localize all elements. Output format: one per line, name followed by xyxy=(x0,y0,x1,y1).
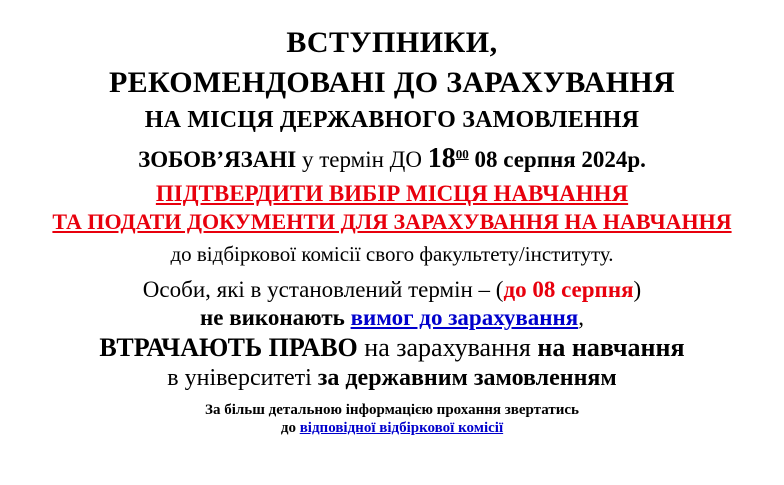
footer-line-2-prefix: до xyxy=(280,420,296,436)
heading-line-1: ВСТУПНИКИ, xyxy=(286,26,498,59)
warning-line-3 xyxy=(12,333,772,363)
deadline-middle: у термін ДО xyxy=(301,147,422,172)
requirements-link[interactable]: вимог до зарахування xyxy=(350,305,579,330)
warning-line-4 xyxy=(12,365,772,392)
state-order-emphasis: за державним замовленням xyxy=(317,365,617,391)
deadline-date: 08 серпня 2024р. xyxy=(474,147,646,172)
warning-line-4-prefix: в університеті xyxy=(167,365,312,391)
heading-line-2: РЕКОМЕНДОВАНІ ДО ЗАРАХУВАННЯ xyxy=(109,66,675,99)
warning-line-1-text: Особи, які в установлений термін – ( xyxy=(142,277,504,302)
warning-line-2-comma: , xyxy=(578,305,584,330)
warning-line-3-end: на навчання xyxy=(537,333,685,362)
deadline-line xyxy=(12,143,772,175)
footer-line-1: За більш детальною інформацією прохання звертатись xyxy=(205,402,579,418)
lose-right-emphasis: ВТРАЧАЮТЬ ПРАВО xyxy=(99,333,358,362)
heading-line-3: НА МІСЦЯ ДЕРЖАВНОГО ЗАМОВЛЕННЯ xyxy=(144,107,640,133)
warning-line-3-mid: на зарахування xyxy=(364,333,531,362)
submission-place-line: до відбіркової комісії свого факультету/інституту. xyxy=(170,242,614,266)
deadline-hour: 18 xyxy=(427,143,456,174)
deadline-hour-group xyxy=(428,143,469,175)
admission-committee-link[interactable]: відповідної відбіркової комісії xyxy=(299,420,504,436)
warning-line-2-prefix: не виконають xyxy=(200,305,345,330)
deadline-hour-superscript: 00 xyxy=(455,146,469,162)
action-line-2: ТА ПОДАТИ ДОКУМЕНТИ ДЛЯ ЗАРАХУВАННЯ НА НАВЧАННЯ xyxy=(52,209,732,234)
warning-line-1 xyxy=(12,277,772,303)
warning-deadline-highlight: до 08 серпня xyxy=(503,277,634,302)
footer-line-2 xyxy=(12,420,772,437)
warning-line-2 xyxy=(12,305,772,331)
action-line-1: ПІДТВЕРДИТИ ВИБІР МІСЦЯ НАВЧАННЯ xyxy=(155,181,629,206)
deadline-prefix: ЗОБОВ’ЯЗАНІ xyxy=(138,147,297,172)
warning-line-1-close: ) xyxy=(633,277,642,302)
